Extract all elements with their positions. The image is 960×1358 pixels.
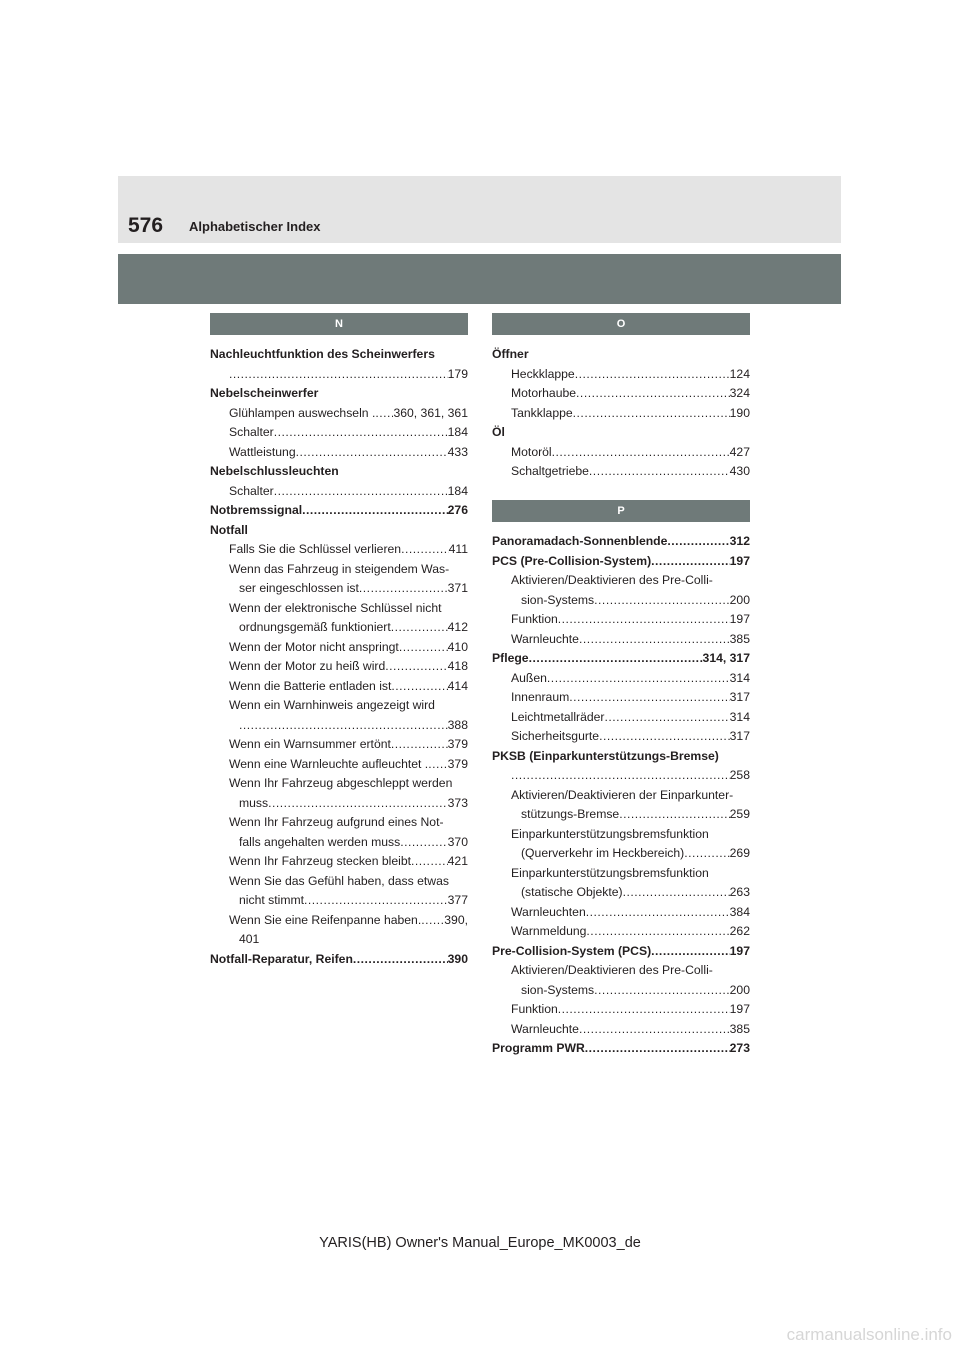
- index-page-ref[interactable]: 384: [729, 904, 750, 919]
- index-entry: [210, 872, 468, 892]
- index-page-ref[interactable]: 184: [447, 483, 468, 498]
- dot-leader: [353, 950, 448, 970]
- index-entry: [492, 747, 750, 767]
- index-entry-text: Einparkunterstützungsbremsfunktion: [511, 865, 709, 880]
- dot-leader: [558, 610, 730, 630]
- page-number: 576: [128, 214, 164, 237]
- index-page-ref[interactable]: 370: [447, 834, 468, 849]
- index-page-ref[interactable]: 433: [447, 444, 468, 459]
- index-page-ref[interactable]: 379: [447, 756, 468, 771]
- index-entry-text: Tankklappe: [511, 405, 573, 420]
- index-page-ref[interactable]: 421: [447, 854, 468, 868]
- index-entry-text: Funktion: [511, 1002, 558, 1016]
- index-entry-text: (statische Objekte): [521, 885, 623, 899]
- index-page-ref[interactable]: 190: [729, 405, 750, 420]
- dot-leader: [619, 805, 729, 825]
- dot-leader: [573, 404, 730, 424]
- index-page-ref[interactable]: 197: [729, 943, 750, 958]
- index-page-ref[interactable]: 411: [448, 542, 468, 556]
- index-page-ref[interactable]: 258: [729, 768, 750, 782]
- index-section-n: [210, 313, 468, 969]
- index-entry-text: Wenn Ihr Fahrzeug aufgrund eines Not-: [229, 815, 444, 829]
- index-entry-text: Öffner: [492, 347, 529, 361]
- index-entry: [492, 864, 750, 884]
- index-page-ref[interactable]: 269: [729, 846, 750, 860]
- dot-leader: [229, 365, 448, 385]
- index-entry: [210, 638, 468, 658]
- index-entry-text: PCS (Pre-Collision-System): [492, 553, 652, 568]
- dot-leader: [391, 735, 448, 755]
- index-entry-text: Warnleuchten: [511, 904, 586, 919]
- dot-leader: [391, 677, 447, 697]
- dot-leader: [576, 384, 730, 404]
- index-entry-text: Öl: [492, 425, 505, 439]
- index-entry-text: ordnungsgemäß funktioniert: [239, 620, 391, 634]
- index-page-ref[interactable]: 430: [729, 464, 750, 478]
- index-entry-text: Glühlampen auswechseln .: [229, 405, 376, 420]
- dot-leader: [547, 669, 730, 689]
- index-entry: [492, 961, 750, 981]
- index-entry-text: Wenn Sie eine Reifenpanne haben.: [229, 912, 422, 927]
- dot-leader: [575, 365, 730, 385]
- index-entry: [492, 345, 750, 365]
- index-entry-text: Programm PWR: [492, 1041, 585, 1055]
- page-title: Alphabetischer Index: [189, 219, 321, 234]
- dot-leader: [400, 833, 447, 853]
- dot-leader: [579, 1020, 730, 1040]
- index-entry: [492, 610, 750, 630]
- index-entry: [492, 981, 750, 1001]
- index-page-ref[interactable]: 197: [729, 553, 750, 568]
- index-entry: [210, 404, 468, 424]
- index-entry-list: [492, 345, 750, 482]
- index-entry: [210, 813, 468, 833]
- index-entry-text: Warnmeldung: [511, 924, 587, 938]
- index-entry: [210, 833, 468, 853]
- index-page-ref[interactable]: 385: [729, 1021, 750, 1036]
- index-entry-text: sion-Systems: [521, 982, 595, 997]
- index-entry-list: [492, 532, 750, 1059]
- index-entry-text: Pre-Collision-System (PCS): [492, 943, 652, 958]
- dot-leader: [401, 540, 449, 560]
- index-section-o: [492, 313, 750, 482]
- index-entry: [492, 825, 750, 845]
- index-section-p: [492, 500, 750, 1059]
- index-entry-text: Pflege: [492, 651, 529, 665]
- dot-leader: [411, 852, 448, 872]
- index-entry-text: Warnleuchte: [511, 631, 579, 646]
- index-entry-text: Warnleuchte: [511, 1021, 579, 1036]
- index-entry: [210, 560, 468, 580]
- index-entry-text: Notfall: [210, 522, 248, 537]
- index-entry-text: Außen: [511, 670, 547, 685]
- index-entry: [210, 540, 468, 560]
- index-entry-text: Wenn Sie das Gefühl haben, dass etwas: [229, 873, 449, 888]
- index-entry: [492, 384, 750, 404]
- index-entry-text: Wenn der Motor nicht anspringt: [229, 639, 399, 654]
- index-entry: [492, 727, 750, 747]
- letter-heading-o: O: [492, 313, 750, 335]
- index-entry-text: Nebelscheinwerfer: [210, 386, 319, 400]
- letter-heading-n: N: [210, 313, 468, 335]
- dot-leader: [511, 766, 730, 786]
- index-entry: [210, 716, 468, 736]
- index-entry: [492, 805, 750, 825]
- index-entry-text: Innenraum: [511, 690, 570, 704]
- index-page-ref[interactable]: 371: [447, 581, 468, 595]
- index-page-ref[interactable]: 200: [729, 982, 750, 997]
- index-entry: [210, 755, 468, 775]
- index-entry: [492, 630, 750, 650]
- index-page-ref[interactable]: 379: [447, 737, 468, 751]
- index-entry-text: Funktion: [511, 612, 558, 626]
- index-page-ref[interactable]: 388: [447, 717, 468, 732]
- index-page-ref[interactable]: 390: [447, 951, 468, 966]
- index-page-ref[interactable]: 412: [447, 620, 468, 634]
- index-page-ref[interactable]: 263: [729, 885, 750, 899]
- index-entry: [492, 942, 750, 962]
- index-page-ref[interactable]: 124: [729, 366, 750, 381]
- index-entry: [492, 786, 750, 806]
- index-entry: [210, 852, 468, 872]
- index-entry-text: PKSB (Einparkunterstützungs-Bremse): [492, 748, 719, 763]
- index-entry: [492, 571, 750, 591]
- index-page-ref[interactable]: 314, 317: [702, 651, 750, 665]
- dot-leader: [529, 649, 703, 669]
- dot-leader: [385, 657, 447, 677]
- index-page-ref[interactable]: 418: [447, 659, 468, 673]
- index-entry-text: Wenn die Batterie entladen ist: [229, 678, 392, 693]
- index-page-ref[interactable]: 373: [447, 795, 468, 810]
- dot-leader: [586, 903, 730, 923]
- index-entry-text: Wenn der elektronische Schlüssel nicht: [229, 600, 442, 615]
- dot-leader: [375, 404, 393, 424]
- dot-leader: [585, 1039, 730, 1059]
- index-page-ref[interactable]: 273: [729, 1041, 750, 1055]
- watermark: carmanualsonline.info: [786, 1325, 952, 1344]
- index-entry: [210, 696, 468, 716]
- index-entry: [492, 404, 750, 424]
- index-page-ref[interactable]: 197: [729, 1002, 750, 1016]
- index-entry: [492, 532, 750, 552]
- index-entry-text: Aktivieren/Deaktivieren des Pre-Colli-: [511, 573, 713, 587]
- index-entry: [210, 365, 468, 385]
- index-entry: [210, 930, 468, 950]
- index-entry: [210, 950, 468, 970]
- index-page-ref[interactable]: 317: [729, 690, 750, 704]
- dot-leader: [651, 942, 730, 962]
- index-entry: [210, 618, 468, 638]
- index-entry: [210, 794, 468, 814]
- dot-leader: [428, 755, 447, 775]
- index-entry-text: Nachleuchtfunktion des Scheinwerfers: [210, 347, 435, 361]
- index-page-ref[interactable]: 197: [729, 612, 750, 626]
- dot-leader: [599, 727, 730, 747]
- dot-leader: [239, 716, 448, 736]
- dot-leader: [623, 883, 730, 903]
- index-entry: [210, 774, 468, 794]
- index-entry: [492, 766, 750, 786]
- dot-leader: [651, 552, 730, 572]
- index-entry-text: ser eingeschlossen ist: [239, 581, 359, 595]
- index-entry: [210, 384, 468, 404]
- index-page-ref[interactable]: 259: [729, 807, 750, 821]
- index-entry: [210, 521, 468, 541]
- index-entry-text: Wattleistung: [229, 444, 296, 459]
- dot-leader: [586, 922, 729, 942]
- index-page-ref[interactable]: 324: [729, 386, 750, 400]
- dot-leader: [684, 844, 729, 864]
- index-entry: [492, 591, 750, 611]
- index-entry-text: Notbremssignal: [210, 503, 303, 517]
- index-page-ref[interactable]: 262: [729, 924, 750, 938]
- index-entry: [492, 443, 750, 463]
- index-entry-text: sion-Systems: [521, 592, 595, 607]
- dot-leader: [296, 443, 448, 463]
- index-entry-text: Wenn eine Warnleuchte aufleuchtet .: [229, 756, 429, 771]
- dot-leader: [268, 794, 448, 814]
- index-entry-text: falls angehalten werden muss: [239, 834, 401, 849]
- dot-leader: [304, 891, 448, 911]
- index-page-ref[interactable]: 184: [447, 425, 468, 439]
- index-entry-text: Motoröl: [511, 444, 552, 459]
- index-entry-text: Sicherheitsgurte: [511, 729, 600, 743]
- index-entry: [492, 423, 750, 443]
- index-page-ref[interactable]: 314: [729, 709, 750, 724]
- index-entry: [210, 891, 468, 911]
- index-page-ref[interactable]: 377: [447, 893, 468, 907]
- index-entry: [492, 903, 750, 923]
- index-entry: [210, 423, 468, 443]
- index-entry: [492, 708, 750, 728]
- index-entry: [492, 688, 750, 708]
- index-entry: [492, 1039, 750, 1059]
- index-entry-text: Wenn das Fahrzeug in steigendem Was-: [229, 561, 450, 576]
- index-entry-text: Aktivieren/Deaktivieren der Einparkunter-: [511, 787, 734, 802]
- index-entry-text: muss: [239, 795, 269, 810]
- dot-leader: [274, 423, 448, 443]
- index-page-ref[interactable]: 179: [447, 366, 468, 381]
- index-page-ref[interactable]: 317: [729, 729, 750, 743]
- index-entry-text: stützungs-Bremse: [521, 807, 620, 821]
- dot-leader: [594, 981, 730, 1001]
- index-page-ref[interactable]: 200: [729, 592, 750, 607]
- index-entry-text: Aktivieren/Deaktivieren des Pre-Colli-: [511, 963, 713, 977]
- dot-leader: [399, 638, 448, 658]
- index-entry-text: Einparkunterstützungsbremsfunktion: [511, 826, 709, 841]
- index-entry: [492, 552, 750, 572]
- index-entry-text: Motorhaube: [511, 386, 577, 400]
- index-entry-text: Wenn der Motor zu heiß wird: [229, 659, 386, 673]
- index-entry-list: [210, 345, 468, 969]
- index-page-ref[interactable]: 314: [729, 670, 750, 685]
- dot-leader: [558, 1000, 730, 1020]
- index-entry: [492, 365, 750, 385]
- index-entry-text: Falls Sie die Schlüssel verlieren: [229, 542, 402, 556]
- dot-leader: [302, 501, 448, 521]
- index-page-ref[interactable]: 390,: [444, 912, 468, 927]
- index-entry-text: Notfall-Reparatur, Reifen: [210, 951, 353, 966]
- index-entry: [492, 462, 750, 482]
- footer-doc-id: YARIS(HB) Owner's Manual_Europe_MK0003_de: [319, 1235, 641, 1251]
- index-entry-text: (Querverkehr im Heckbereich): [521, 846, 685, 860]
- index-page-ref[interactable]: 276: [447, 503, 468, 517]
- index-entry-text: Schalter: [229, 425, 274, 439]
- dot-leader: [604, 708, 729, 728]
- index-entry-text: 401: [239, 932, 260, 946]
- index-page-ref[interactable]: 385: [729, 631, 750, 646]
- index-entry: [210, 443, 468, 463]
- index-entry: [210, 501, 468, 521]
- index-entry-text: Schaltgetriebe: [511, 464, 589, 478]
- index-entry: [492, 1020, 750, 1040]
- index-page-ref[interactable]: 312: [729, 534, 750, 548]
- index-entry: [492, 649, 750, 669]
- index-entry: [210, 345, 468, 365]
- dot-leader: [569, 688, 729, 708]
- dot-leader: [579, 630, 730, 650]
- index-entry-text: Wenn ein Warnsummer ertönt: [229, 737, 391, 751]
- index-entry-text: Wenn Ihr Fahrzeug stecken bleibt: [229, 854, 412, 868]
- index-page-ref[interactable]: 410: [447, 639, 468, 654]
- index-page-ref[interactable]: 414: [447, 678, 468, 693]
- index-page-ref[interactable]: 427: [729, 444, 750, 459]
- index-entry: [492, 844, 750, 864]
- dot-leader: [274, 482, 448, 502]
- dot-leader: [589, 462, 730, 482]
- index-entry: [210, 462, 468, 482]
- dot-leader: [552, 443, 730, 463]
- dot-leader: [594, 591, 730, 611]
- letter-heading-p: P: [492, 500, 750, 522]
- index-entry-text: Schalter: [229, 483, 274, 498]
- index-entry: [210, 579, 468, 599]
- index-entry: [210, 482, 468, 502]
- index-entry-text: Nebelschlussleuchten: [210, 464, 339, 478]
- index-entry: [210, 677, 468, 697]
- index-entry: [210, 735, 468, 755]
- index-entry-text: nicht stimmt: [239, 893, 305, 907]
- index-entry-text: Leichtmetallräder: [511, 709, 605, 724]
- index-entry: [492, 883, 750, 903]
- index-entry: [492, 1000, 750, 1020]
- index-entry-text: Heckklappe: [511, 366, 575, 381]
- index-entry-text: Panoramadach-Sonnenblende: [492, 534, 668, 548]
- index-entry: [210, 911, 468, 931]
- index-entry: [210, 599, 468, 619]
- index-entry: [492, 922, 750, 942]
- dot-leader: [359, 579, 448, 599]
- dot-leader: [421, 911, 444, 931]
- index-entry: [492, 669, 750, 689]
- index-entry-text: Wenn Ihr Fahrzeug abgeschleppt werden: [229, 776, 453, 790]
- index-entry-text: Wenn ein Warnhinweis angezeigt wird: [229, 698, 435, 712]
- index-entry: [210, 657, 468, 677]
- index-page-ref[interactable]: 360, 361, 361: [393, 405, 468, 420]
- dot-leader: [391, 618, 448, 638]
- tab-bar: [118, 254, 841, 304]
- dot-leader: [667, 532, 729, 552]
